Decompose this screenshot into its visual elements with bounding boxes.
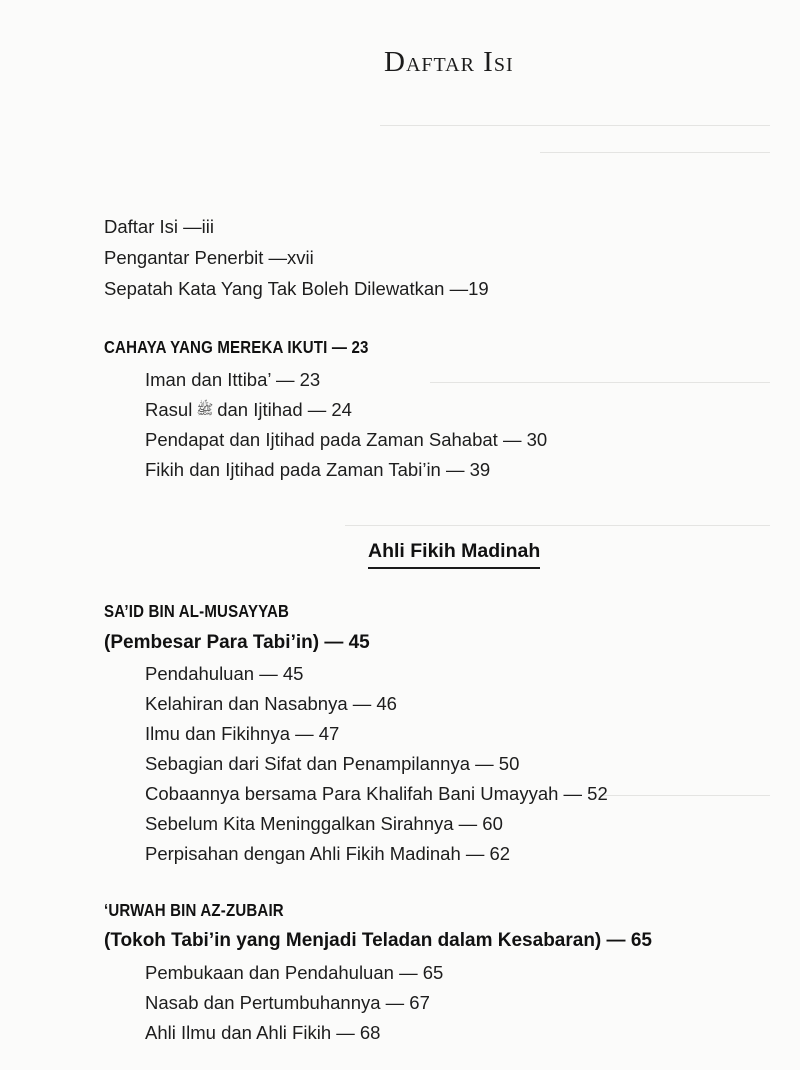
toc-entry: Pembukaan dan Pendahuluan — 65 <box>145 962 444 983</box>
bleed-through-mark <box>540 152 770 153</box>
chapter-subtitle: (Tokoh Tabi’in yang Menjadi Teladan dalam Kesabaran) — 65 <box>104 930 652 951</box>
bleed-through-mark <box>430 382 770 383</box>
toc-entry: Cobaannya bersama Para Khalifah Bani Umayyah — 52 <box>145 783 608 804</box>
toc-entry: Pendapat dan Ijtihad pada Zaman Sahabat — 30 <box>145 429 548 450</box>
toc-entry: Perpisahan dengan Ahli Fikih Madinah — 62 <box>145 843 511 864</box>
toc-entry: Iman dan Ittiba’ — 23 <box>145 369 321 390</box>
toc-entry: Fikih dan Ijtihad pada Zaman Tabi’in — 39 <box>145 459 491 480</box>
toc-entry: Ahli Ilmu dan Ahli Fikih — 68 <box>145 1022 381 1043</box>
chapter-heading-urwah: ‘URWAH BIN AZ-ZUBAIR <box>104 900 284 920</box>
toc-entry-daftar-isi: Daftar Isi —iii <box>104 216 214 237</box>
toc-entry: Sebelum Kita Meninggalkan Sirahnya — 60 <box>145 813 503 834</box>
chapter-heading-said: SA’ID BIN AL-MUSAYYAB <box>104 601 290 621</box>
rasul-text: Rasul <box>145 399 193 420</box>
bleed-through-mark <box>380 125 770 126</box>
rasul-text-rest: dan Ijtihad — 24 <box>217 399 352 420</box>
bleed-through-mark <box>345 525 770 526</box>
page-title: Daftar Isi <box>384 46 514 78</box>
chapter-heading-cahaya: CAHAYA YANG MEREKA IKUTI — 23 <box>104 337 369 357</box>
chapter-subtitle: (Pembesar Para Tabi’in) — 45 <box>104 632 370 653</box>
salawat-symbol: ﷺ <box>196 401 214 417</box>
toc-entry-sepatah-kata: Sepatah Kata Yang Tak Boleh Dilewatkan —19 <box>104 278 489 299</box>
toc-entry: Pendahuluan — 45 <box>145 663 304 684</box>
toc-entry: Kelahiran dan Nasabnya — 46 <box>145 693 397 714</box>
toc-entry: Ilmu dan Fikihnya — 47 <box>145 723 340 744</box>
toc-entry-rasul <box>145 399 352 421</box>
toc-entry-pengantar: Pengantar Penerbit —xvii <box>104 247 314 268</box>
section-title: Ahli Fikih Madinah <box>368 540 540 569</box>
toc-entry: Sebagian dari Sifat dan Penampilannya — 50 <box>145 753 520 774</box>
toc-entry: Nasab dan Pertumbuhannya — 67 <box>145 992 430 1013</box>
bleed-through-mark <box>600 795 770 796</box>
